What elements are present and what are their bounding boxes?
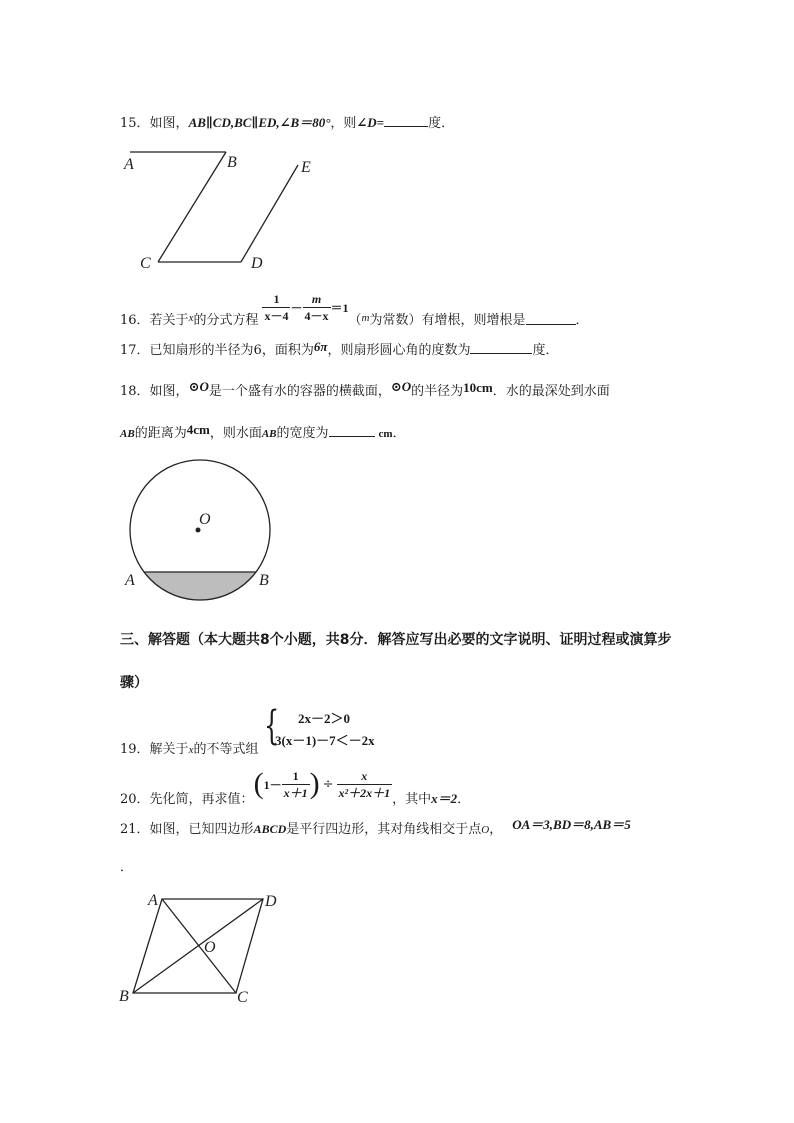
q20-one-minus: 1－: [263, 777, 282, 792]
q16-equals: ＝1: [330, 300, 349, 315]
q20-number: 20．: [120, 791, 150, 807]
q15-label-b: B: [227, 154, 237, 171]
q21-text1: 如图，已知四边形: [149, 822, 254, 837]
question-21: [120, 818, 631, 837]
q16-parameter: m: [361, 312, 370, 324]
q21-label-b: B: [119, 988, 129, 1005]
q21-label-a: A: [148, 892, 158, 909]
q17-area: 6π: [313, 339, 328, 354]
q18-unit: cm: [378, 428, 393, 440]
question-18-line2: [120, 422, 406, 441]
q18-text7: 的宽度为: [276, 426, 329, 441]
q19-text2: 的不等式组: [193, 742, 259, 757]
q18-text3: 的半径为: [411, 384, 464, 399]
question-15: [120, 112, 454, 131]
q18-figure: [115, 455, 285, 605]
q21-diagonal-bd: [133, 899, 263, 993]
section-3-heading-cont: 骤）: [120, 675, 148, 691]
q20-text2: ，其中: [392, 791, 432, 807]
q18-end: ．: [392, 426, 406, 441]
q19-variable: x: [188, 744, 194, 756]
q19-number: 19．: [120, 742, 150, 757]
q15-mid: ，则: [330, 116, 357, 131]
q17-answer-blank[interactable]: [470, 341, 532, 354]
q15-label-e: E: [301, 159, 311, 176]
q21-label-d: D: [265, 893, 277, 910]
q18-label-o: O: [199, 511, 211, 528]
q19-text1: 解关于: [149, 742, 189, 757]
question-17: [120, 339, 558, 358]
q20-fraction-2: [337, 768, 393, 801]
question-20: [120, 762, 470, 806]
q21-text2: 是平行四边形，其对角线相交于点: [286, 822, 482, 837]
q15-figure: [110, 140, 330, 275]
q17-end: 度．: [532, 343, 559, 358]
q18-text1: 如图，: [149, 384, 189, 399]
question-19: [120, 738, 258, 757]
q20-paren-left: (: [253, 767, 264, 800]
q20-fraction-1: [282, 768, 310, 801]
q20-frac2-denominator: x²＋2x＋1: [338, 785, 391, 800]
question-18: [120, 380, 610, 399]
q21-period: ．: [120, 860, 134, 875]
q18-text4: ．水的最深处到水面: [492, 384, 610, 399]
q18-water-region: [144, 572, 257, 601]
q16-frac2-numerator: m: [303, 291, 331, 308]
q21-quadrilateral: ABCD: [253, 822, 287, 836]
q20-frac1-numerator: 1: [282, 768, 310, 785]
q21-label-c: C: [237, 989, 248, 1006]
q18-text2: 是一个盛有水的容器的横截面，: [208, 384, 391, 399]
q15-suffix: 度．: [428, 116, 455, 131]
q16-prefix: 若关于: [149, 312, 189, 328]
q18-answer-blank[interactable]: [329, 424, 375, 437]
q15-number: 15．: [120, 116, 150, 131]
q16-text1: 的分式方程: [193, 312, 259, 328]
q16-answer-blank[interactable]: [526, 312, 576, 325]
q16-fraction-1: [262, 291, 290, 324]
q18-text5: 的距离为: [134, 426, 187, 441]
q18-text6: ，则水面: [209, 426, 262, 441]
q16-fraction-2: [303, 291, 331, 324]
q16-frac1-denominator: x－4: [264, 308, 289, 323]
q18-circle-2: ⊙O: [390, 379, 412, 394]
q18-radius: 10cm: [463, 380, 493, 395]
q15-label-d: D: [251, 255, 263, 272]
q18-circle-1: ⊙O: [188, 379, 209, 394]
q16-number: 16．: [120, 312, 150, 328]
q21-label-o: O: [204, 939, 216, 956]
q18-number: 18．: [120, 384, 150, 399]
q15-label-a: A: [124, 156, 134, 173]
q15-ask: ∠D=: [356, 115, 385, 130]
q21-values: OA＝3,BD＝8,AB＝5: [512, 817, 631, 832]
section-3-heading: 三、解答题（本大题共8个小题，共8分．解答应写出必要的文字说明、证明过程或演算步: [120, 632, 672, 648]
q17-number: 17．: [120, 343, 150, 358]
q17-text1: 已知扇形的半径为6，面积为: [149, 343, 314, 358]
q20-condition: x＝2: [431, 790, 458, 806]
q18-label-a: A: [125, 572, 135, 589]
q16-frac1-numerator: 1: [262, 291, 290, 308]
q16-frac2-denominator: 4－x: [304, 308, 329, 323]
q21-figure: [112, 885, 292, 1010]
q21-point: O: [481, 824, 490, 836]
q17-text2: ，则扇形圆心角的度数为: [327, 343, 471, 358]
q20-text1: 先化简，再求值：: [149, 791, 254, 807]
q15-segment-bc: [158, 152, 226, 262]
q15-answer-blank[interactable]: [384, 114, 428, 127]
q18-label-b: B: [259, 572, 269, 589]
q15-label-c: C: [140, 255, 151, 272]
q19-inequality-2: 3(x－1)－7＜－2x: [275, 733, 375, 748]
q19-inequality-1: 2x－2＞0: [298, 711, 351, 726]
q21-number: 21．: [120, 822, 150, 837]
q20-frac2-numerator: x: [337, 768, 393, 785]
q18-ab-1: AB: [120, 428, 135, 440]
q16-minus: －: [290, 300, 303, 315]
q19-brace: {: [264, 703, 280, 749]
q20-paren-right: ): [309, 767, 320, 800]
q15-prefix: 如图，: [149, 116, 189, 131]
q15-segment-de: [241, 165, 298, 262]
q20-end: ．: [457, 791, 471, 807]
q16-end: ．: [575, 312, 589, 328]
q15-condition: AB∥CD,BC∥ED,∠B＝80°: [188, 115, 331, 130]
q16-variable: x: [188, 312, 194, 324]
q18-center-point: [196, 528, 201, 533]
q20-divide: ÷: [322, 776, 334, 792]
q21-text3: ，: [489, 822, 503, 837]
q16-paren-open: （: [348, 312, 362, 328]
q16-paren-rest: 为常数）有增根，则增根是: [369, 312, 526, 328]
q20-frac1-denominator: x＋1: [283, 785, 308, 800]
q18-depth: 4cm: [186, 422, 210, 437]
question-16: [120, 287, 589, 327]
q18-ab-2: AB: [261, 428, 277, 440]
